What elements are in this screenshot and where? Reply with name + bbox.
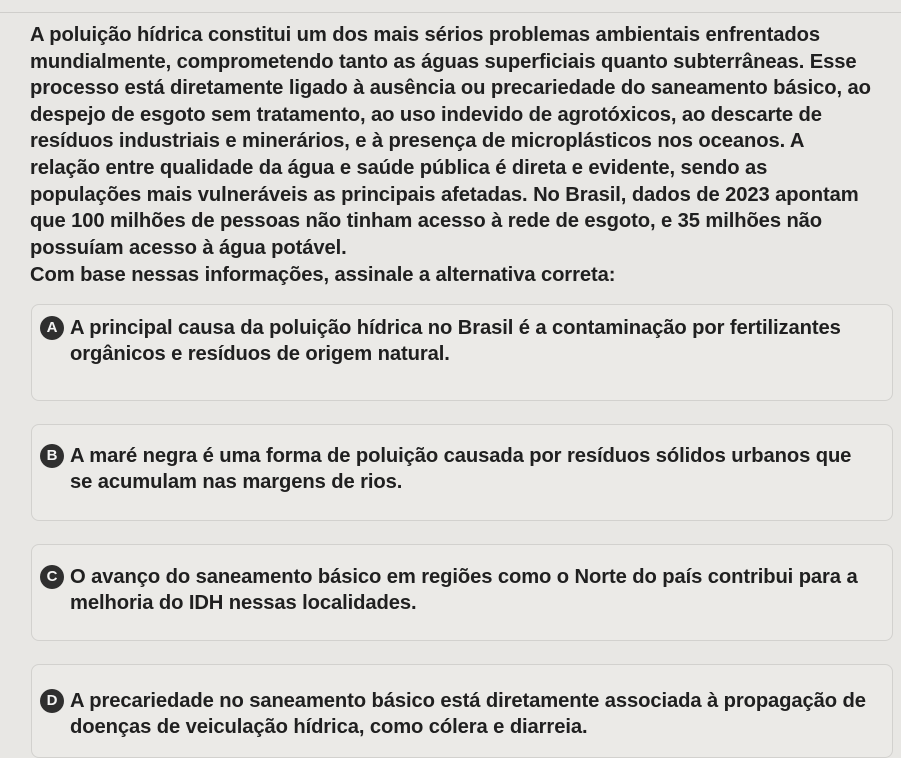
option-b[interactable] — [31, 424, 893, 521]
option-c-text: O avanço do saneamento básico em regiões como o Norte do país contribui para a melhoria do IDH nessas localidades. — [70, 566, 858, 614]
question-prompt: Com base nessas informações, assinale a alternativa correta: — [30, 264, 616, 287]
option-b-letter: B — [40, 444, 64, 468]
top-divider — [0, 12, 901, 13]
option-a-text: A principal causa da poluição hídrica no Brasil é a contaminação por fertilizantes orgânicos e resíduos de origem natural. — [70, 317, 841, 365]
question-paragraph: A poluição hídrica constitui um dos mais sérios problemas ambientais enfrentados mundialmente, comprometendo tanto as águas superficiais quanto subterrâneas. Esse processo está diretamente ligado à ausência ou precariedade do saneamento básico, ao despejo de esgoto sem tratamento, ao uso indevido de agrotóxicos, ao descarte de resíduos industriais e minerários, e à presença de microplásticos nos oceanos. A relação entre qualidade da água e saúde pública é direta e evidente, sendo as populações mais vulneráveis as principais afetadas. No Brasil, dados de 2023 apontam que 100 milhões de pessoas não tinham acesso à rede de esgoto, e 35 milhões não possuíam acesso à água potável. — [30, 24, 871, 259]
option-d-text: A precariedade no saneamento básico está diretamente associada à propagação de doenças de veiculação hídrica, como cólera e diarreia. — [70, 690, 866, 738]
option-c[interactable] — [31, 544, 893, 641]
option-c-letter: C — [40, 565, 64, 589]
option-a-letter: A — [40, 316, 64, 340]
option-b-text: A maré negra é uma forma de poluição causada por resíduos sólidos urbanos que se acumulam nas margens de rios. — [70, 445, 852, 493]
option-d-letter: D — [40, 689, 64, 713]
question-block — [30, 22, 878, 288]
option-a[interactable] — [31, 304, 893, 401]
option-d[interactable] — [31, 664, 893, 758]
